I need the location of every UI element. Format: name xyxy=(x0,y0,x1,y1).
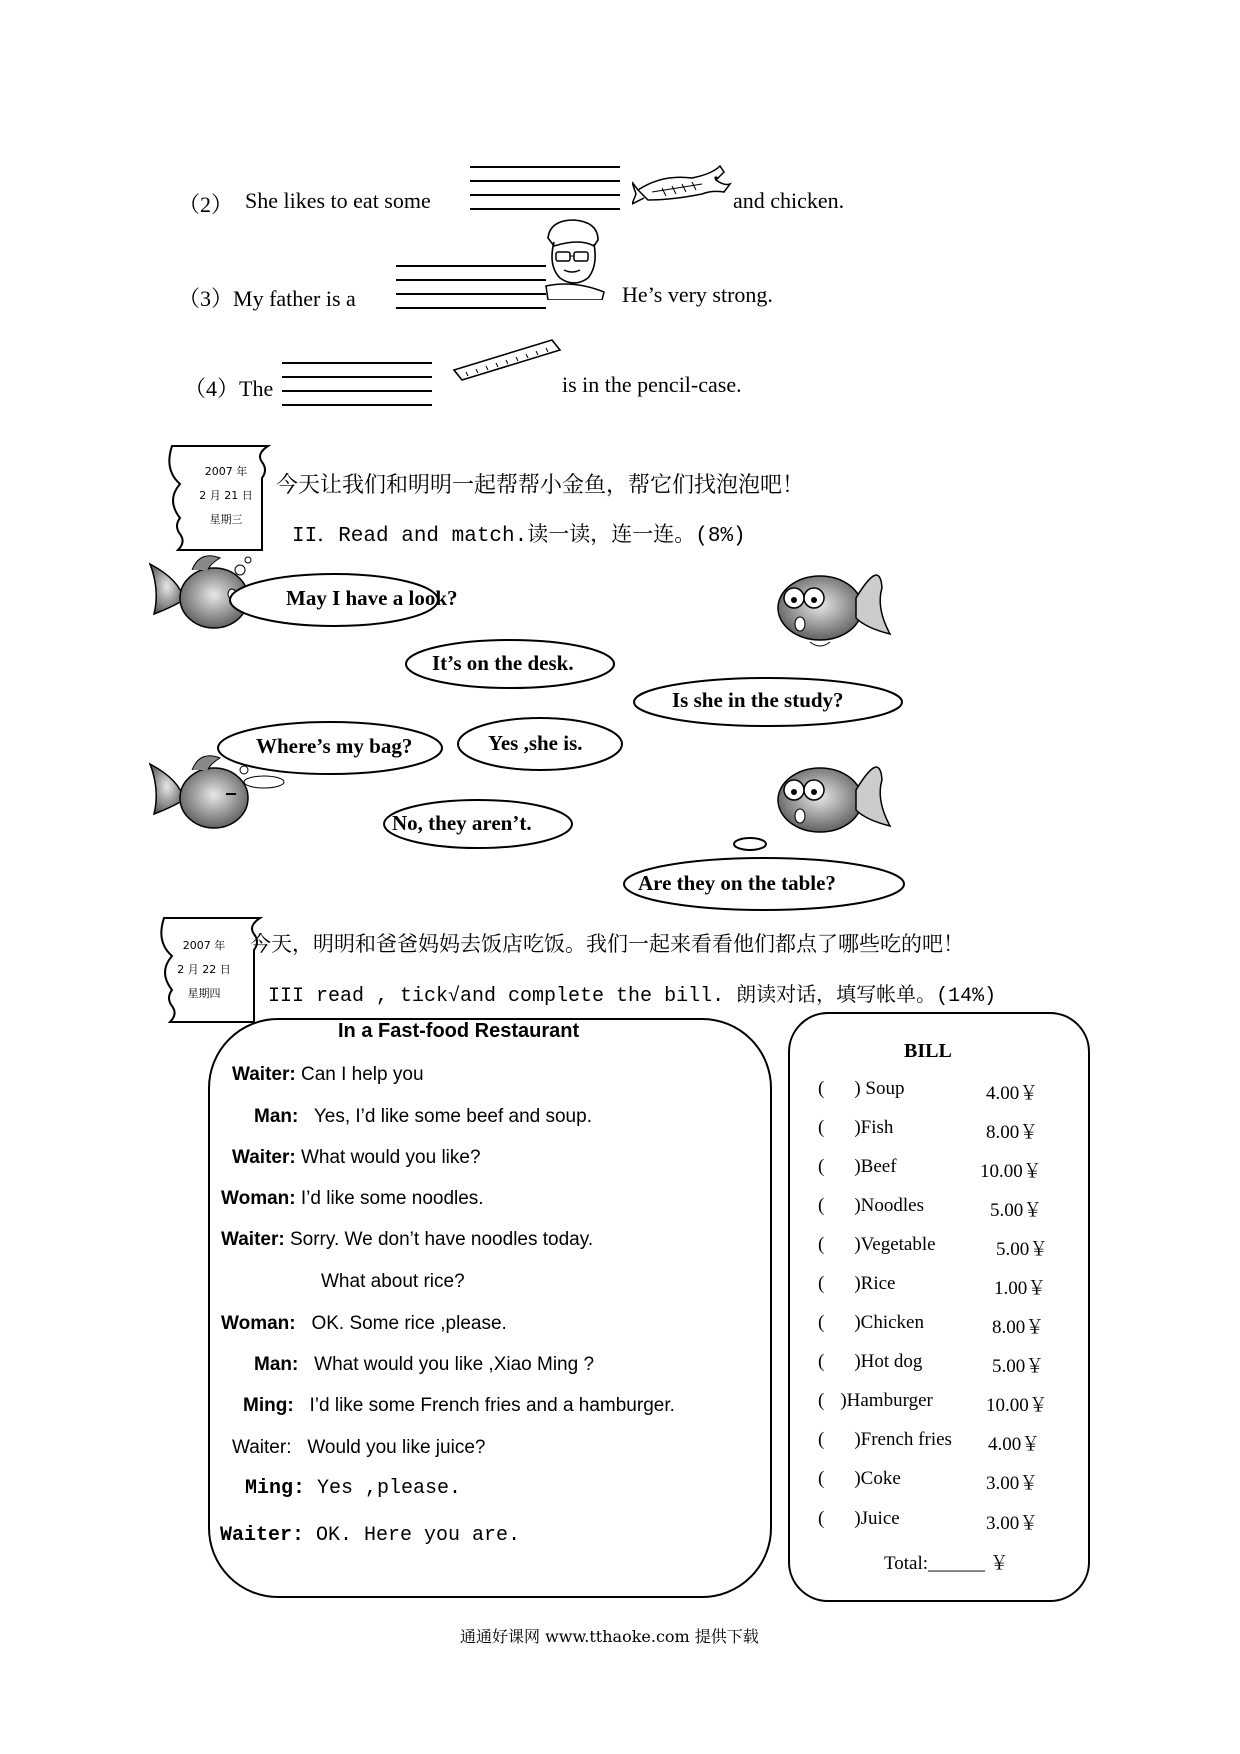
line-text: Yes, I’d like some beef and soup. xyxy=(313,1106,592,1127)
dialog-line xyxy=(221,1188,484,1210)
answer-blank[interactable] xyxy=(282,362,432,406)
bill-item-hamburger[interactable] xyxy=(818,1390,1058,1416)
bill-item-price: 5.00￥ xyxy=(992,1356,1045,1377)
date-weekday: 星期四 xyxy=(187,987,221,1000)
bill-item-name: ) Soup xyxy=(854,1078,905,1099)
dialog-line xyxy=(254,1354,594,1376)
bubble-its-on-the-desk[interactable]: It’s on the desk. xyxy=(432,651,574,675)
question-number: （4） xyxy=(184,376,240,401)
line-text: I’d like some French fries and a hamburger. xyxy=(309,1395,675,1416)
line-text: What would you like ,Xiao Ming ? xyxy=(314,1354,595,1375)
bill-checkbox[interactable]: ( xyxy=(818,1508,825,1529)
bubble-yes-she-is[interactable]: Yes ,she is. xyxy=(488,731,583,755)
answer-blank[interactable] xyxy=(470,166,620,210)
page-footer: 通通好课网 www.tthaoke.com 提供下载 xyxy=(460,1627,759,1646)
bubble-wheres-my-bag[interactable]: Where’s my bag? xyxy=(256,734,413,758)
bill-checkbox[interactable]: ( xyxy=(818,1195,825,1216)
bubble-no-they-arent[interactable]: No, they aren’t. xyxy=(392,811,532,835)
bill-item-name: )Rice xyxy=(854,1273,896,1294)
ruler-picture-icon xyxy=(452,336,564,386)
bill-item-noodles[interactable] xyxy=(818,1195,1058,1221)
bill-title: BILL xyxy=(904,1040,952,1062)
line-text: OK. Here you are. xyxy=(316,1524,521,1547)
bubble-are-they-on-the-table[interactable]: Are they on the table? xyxy=(638,871,836,895)
question-2-text-after: and chicken. xyxy=(733,188,845,213)
date-year: 2007 年 xyxy=(204,465,248,478)
bill-item-price: 3.00￥ xyxy=(986,1513,1039,1534)
speaker: Man: xyxy=(254,1106,299,1127)
question-3-text-before: My father is a xyxy=(233,286,356,311)
speaker: Waiter: xyxy=(220,1524,305,1547)
dialog-line xyxy=(321,1271,465,1293)
bill-item-price: 4.00￥ xyxy=(988,1434,1041,1455)
bill-item-rice[interactable] xyxy=(818,1273,1058,1299)
speaker: Waiter: xyxy=(221,1229,285,1250)
line-text: Would you like juice? xyxy=(307,1437,486,1458)
bill-item-name: )Hot dog xyxy=(854,1351,923,1372)
question-number: （3） xyxy=(178,286,234,311)
date-weekday: 星期三 xyxy=(209,513,243,526)
dialog-line xyxy=(232,1437,485,1459)
question-3-text-after: He’s very strong. xyxy=(622,282,773,307)
bill-checkbox[interactable]: ( xyxy=(818,1234,825,1255)
bill-item-hot-dog[interactable] xyxy=(818,1351,1058,1377)
question-3 xyxy=(178,282,356,313)
bill-item-name: )Coke xyxy=(854,1468,901,1489)
bubble-is-she-in-the-study[interactable]: Is she in the study? xyxy=(672,688,844,712)
bill-item-name: )Noodles xyxy=(854,1195,924,1216)
bill-checkbox[interactable]: ( xyxy=(818,1117,825,1138)
line-text: Yes ,please. xyxy=(317,1477,462,1500)
dialog-line xyxy=(254,1106,592,1128)
speaker: Woman: xyxy=(221,1313,296,1334)
bill-item-name: )Juice xyxy=(854,1508,900,1529)
bill-checkbox[interactable]: ( xyxy=(818,1429,825,1450)
bill-item-name: )French fries xyxy=(854,1429,952,1450)
speaker: Waiter: xyxy=(232,1064,296,1085)
question-4 xyxy=(184,372,273,403)
dialog-line xyxy=(220,1524,520,1547)
dialog-line xyxy=(232,1147,481,1169)
bill-checkbox[interactable]: ( xyxy=(818,1390,825,1411)
bill-item-beef[interactable] xyxy=(818,1156,1058,1182)
line-text: Sorry. We don’t have noodles today. xyxy=(289,1229,594,1250)
dialog-line xyxy=(245,1477,461,1500)
bill-item-french-fries[interactable] xyxy=(818,1429,1058,1455)
bill-item-name: )Vegetable xyxy=(854,1234,936,1255)
bill-item-juice[interactable] xyxy=(818,1508,1058,1534)
speaker: Woman: xyxy=(221,1188,296,1209)
dialog-line xyxy=(232,1064,424,1086)
dialog-line xyxy=(221,1313,507,1335)
date-tag xyxy=(164,934,244,1006)
speaker: Waiter: xyxy=(232,1147,296,1168)
bill-item-price: 3.00￥ xyxy=(986,1473,1039,1494)
speaker: Waiter: xyxy=(232,1437,292,1458)
question-4-text-after: is in the pencil-case. xyxy=(562,372,742,397)
question-2-text-before: She likes to eat some xyxy=(245,188,431,213)
bill-total[interactable]: Total:______ ￥ xyxy=(884,1553,1009,1574)
bill-item-name: )Chicken xyxy=(854,1312,924,1333)
bill-item-price: 1.00￥ xyxy=(994,1278,1047,1299)
bill-item-soup[interactable] xyxy=(818,1078,1058,1104)
bill-checkbox[interactable]: ( xyxy=(818,1312,825,1333)
bill-item-price: 8.00￥ xyxy=(992,1317,1045,1338)
bill-item-name: )Hamburger xyxy=(840,1390,933,1411)
dialog-line xyxy=(243,1395,675,1417)
fish-picture-icon xyxy=(632,160,732,210)
bill-checkbox[interactable]: ( xyxy=(818,1468,825,1489)
bill-checkbox[interactable]: ( xyxy=(818,1078,825,1099)
date-day: 2 月 22 日 xyxy=(177,963,231,976)
question-4-text-before: The xyxy=(239,376,274,401)
goldfish-icon xyxy=(778,767,890,832)
line-text: OK. Some rice ,please. xyxy=(311,1313,507,1334)
bill-item-price: 10.00￥ xyxy=(980,1161,1042,1182)
question-number: （2） xyxy=(178,192,234,217)
bill-checkbox[interactable]: ( xyxy=(818,1351,825,1372)
bill-item-name: )Beef xyxy=(854,1156,897,1177)
section-heading: II．Read and match.读一读，连一连。(8%) xyxy=(292,525,746,548)
bill-item-price: 4.00￥ xyxy=(986,1083,1039,1104)
section-heading: III read , tick√and complete the bill. 朗读对话，填写帐单。(14%) xyxy=(268,985,997,1008)
dialog-box xyxy=(208,1018,772,1598)
bill-item-price: 8.00￥ xyxy=(986,1122,1039,1143)
bubble-may-i-have-a-look[interactable]: May I have a look? xyxy=(286,586,458,610)
bill-item-name: )Fish xyxy=(854,1117,894,1138)
date-year: 2007 年 xyxy=(182,939,226,952)
bill-checkbox[interactable]: ( xyxy=(818,1273,825,1294)
speaker: Ming: xyxy=(243,1395,294,1416)
dialog-line xyxy=(221,1229,593,1251)
bill-item-vegetable[interactable] xyxy=(818,1234,1058,1260)
date-day: 2 月 21 日 xyxy=(199,489,253,502)
worker-picture-icon xyxy=(540,216,610,300)
section-intro: 今天让我们和明明一起帮帮小金鱼，帮它们找泡泡吧！ xyxy=(276,473,805,498)
line-text: What about rice? xyxy=(321,1271,465,1292)
section-intro: 今天，明明和爸爸妈妈去饭店吃饭。我们一起来看看他们都点了哪些吃的吧！ xyxy=(250,932,964,956)
bill-item-price: 5.00￥ xyxy=(990,1200,1043,1221)
line-text: What would you like? xyxy=(300,1147,481,1168)
line-text: Can I help you xyxy=(300,1064,424,1085)
bill-item-price: 10.00￥ xyxy=(986,1395,1048,1416)
bill-item-fish[interactable] xyxy=(818,1117,1058,1143)
bill-item-coke[interactable] xyxy=(818,1468,1058,1494)
answer-blank[interactable] xyxy=(396,265,546,309)
speaker: Man: xyxy=(254,1354,299,1375)
dialog-title: In a Fast-food Restaurant xyxy=(338,1020,580,1042)
line-text: I’d like some noodles. xyxy=(300,1188,484,1209)
goldfish-icon xyxy=(778,575,890,646)
bill-checkbox[interactable]: ( xyxy=(818,1156,825,1177)
bill-item-price: 5.00￥ xyxy=(996,1239,1049,1260)
speaker: Ming: xyxy=(245,1477,306,1500)
question-2 xyxy=(178,188,233,219)
date-tag xyxy=(186,460,266,532)
bill-item-chicken[interactable] xyxy=(818,1312,1058,1338)
